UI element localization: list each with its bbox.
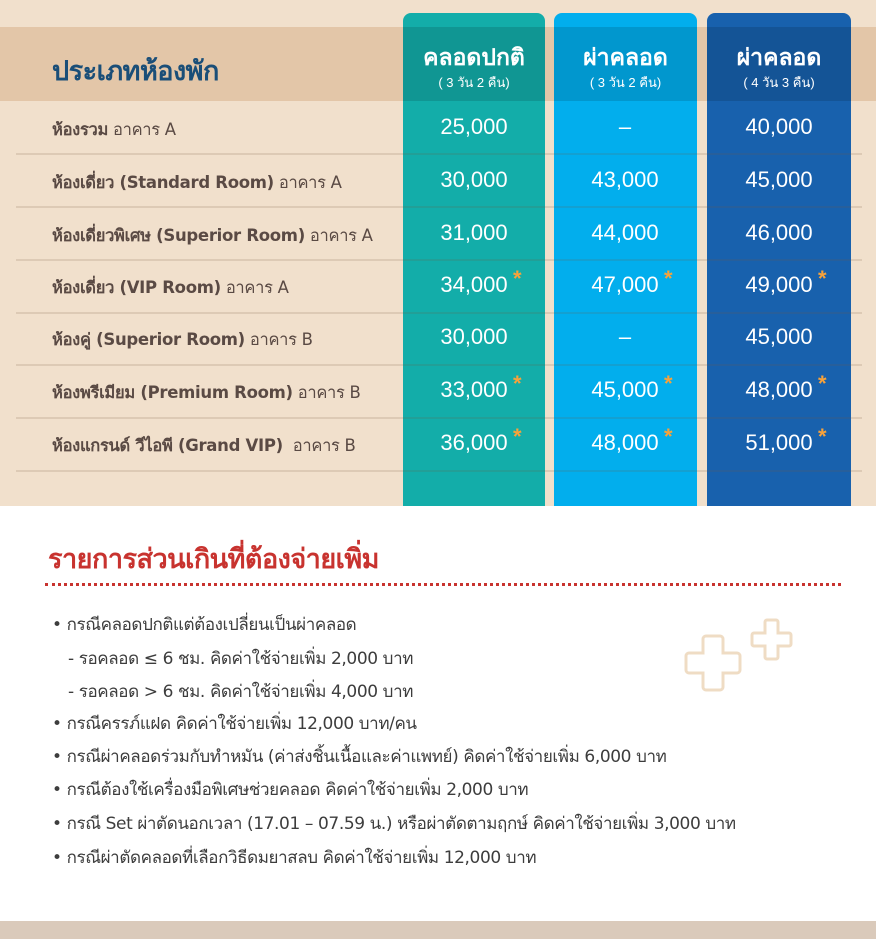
room-name: ห้องรวม: [52, 120, 109, 139]
row-divider: [16, 312, 862, 314]
price-cell: [565, 371, 685, 403]
price-cell: [719, 324, 839, 350]
price-value: 34,000: [440, 272, 508, 297]
row-divider: [16, 206, 862, 208]
building-label: อาคาร A: [108, 120, 176, 139]
row-divider: [16, 259, 862, 261]
price-value: 44,000: [591, 220, 659, 245]
extra-charge-item: • กรณี Set ผ่าตัดนอกเวลา (17.01 – 07.59 น.) หรือผ่าตัดตามฤกษ์ คิดค่าใช้จ่ายเพิ่ม 3,000 บาท: [52, 814, 736, 834]
room-name: ห้องเดี่ยว (VIP Room): [52, 278, 221, 297]
price-value: –: [618, 114, 632, 139]
price-value: 47,000: [591, 272, 659, 297]
room-name: ห้องพรีเมียม (Premium Room): [52, 383, 293, 402]
row-divider: [16, 470, 862, 472]
column-subtitle: ( 3 วัน 2 คืน): [589, 75, 662, 90]
extra-charge-subitem: - รอคลอด ≤ 6 ชม. คิดค่าใช้จ่ายเพิ่ม 2,000 บาท: [68, 649, 414, 669]
price-cell: [719, 266, 839, 298]
footer-strip: [0, 921, 876, 939]
asterisk-icon: *: [664, 424, 673, 449]
price-cell: [565, 324, 685, 350]
extra-charge-item: • กรณีคลอดปกติแต่ต้องเปลี่ยนเป็นผ่าคลอด: [52, 615, 357, 635]
price-cell: [565, 220, 685, 246]
price-cell: [414, 371, 534, 403]
room-name: ห้องเดี่ยวพิเศษ (Superior Room): [52, 226, 305, 245]
extra-charge-subitem: - รอคลอด > 6 ชม. คิดค่าใช้จ่ายเพิ่ม 4,000 บาท: [68, 682, 414, 702]
price-cell: [719, 114, 839, 140]
price-cell: [414, 424, 534, 456]
building-label: อาคาร A: [273, 173, 342, 192]
extra-charge-item: • กรณีผ่าตัดคลอดที่เลือกวิธีดมยาสลบ คิดค่าใช้จ่ายเพิ่ม 12,000 บาท: [52, 848, 537, 868]
price-cell: [565, 424, 685, 456]
asterisk-icon: *: [513, 371, 522, 396]
column-title: ผ่าคลอด: [736, 45, 822, 71]
asterisk-icon: *: [818, 266, 827, 291]
price-cell: [719, 424, 839, 456]
room-type-label: [52, 433, 356, 459]
price-value: 46,000: [745, 220, 813, 245]
room-type-label: [52, 275, 289, 301]
price-cell: [414, 220, 534, 246]
asterisk-icon: *: [664, 371, 673, 396]
price-value: 48,000: [745, 377, 813, 402]
price-cell: [414, 114, 534, 140]
column-title: ผ่าคลอด: [583, 45, 668, 71]
price-cell: [565, 266, 685, 298]
price-value: 45,000: [591, 377, 659, 402]
building-label: อาคาร B: [292, 383, 361, 402]
column-subtitle: ( 4 วัน 3 คืน): [743, 75, 815, 90]
price-value: 45,000: [745, 167, 813, 192]
price-value: 33,000: [440, 377, 508, 402]
asterisk-icon: *: [513, 424, 522, 449]
dotted-divider: [45, 583, 841, 586]
price-value: 40,000: [745, 114, 813, 139]
asterisk-icon: *: [513, 266, 522, 291]
building-label: อาคาร B: [244, 330, 313, 349]
building-label: อาคาร A: [220, 278, 289, 297]
extra-charge-item: • กรณีผ่าคลอดร่วมกับทำหมัน (ค่าส่งชิ้นเนื้อและค่าแพทย์) คิดค่าใช้จ่ายเพิ่ม 6,000 บาท: [52, 747, 667, 767]
medical-cross-outline-icon: [680, 618, 810, 728]
row-divider: [16, 417, 862, 419]
price-value: 43,000: [591, 167, 659, 192]
price-value: 49,000: [745, 272, 813, 297]
price-value: –: [618, 324, 632, 349]
price-value: 45,000: [745, 324, 813, 349]
room-name: ห้องเดี่ยว (Standard Room): [52, 173, 274, 192]
room-type-label: [52, 223, 373, 249]
room-type-label: [52, 117, 176, 143]
column-title: คลอดปกติ: [423, 45, 525, 71]
room-type-header: ประเภทห้องพัก: [52, 56, 219, 87]
price-value: 25,000: [440, 114, 508, 139]
price-cell: [414, 266, 534, 298]
row-divider: [16, 153, 862, 155]
price-cell: [565, 167, 685, 193]
room-type-label: [52, 327, 313, 353]
extra-charge-item: • กรณีครรภ์แฝด คิดค่าใช้จ่ายเพิ่ม 12,000 บาท/คน: [52, 714, 417, 734]
price-cell: [414, 167, 534, 193]
room-name: ห้องคู่ (Superior Room): [52, 330, 245, 349]
room-type-label: [52, 380, 361, 406]
price-cell: [719, 371, 839, 403]
price-cell: [719, 167, 839, 193]
room-type-label: [52, 170, 342, 196]
price-value: 36,000: [440, 430, 508, 455]
price-cell: [414, 324, 534, 350]
asterisk-icon: *: [818, 371, 827, 396]
price-value: 30,000: [440, 167, 508, 192]
building-label: อาคาร A: [304, 226, 373, 245]
row-divider: [16, 364, 862, 366]
column-subtitle: ( 3 วัน 2 คืน): [438, 75, 510, 90]
price-value: 31,000: [440, 220, 508, 245]
price-cell: [719, 220, 839, 246]
price-value: 30,000: [440, 324, 508, 349]
asterisk-icon: *: [818, 424, 827, 449]
extra-charges-title: รายการส่วนเกินที่ต้องจ่ายเพิ่ม: [48, 544, 379, 575]
asterisk-icon: *: [664, 266, 673, 291]
price-value: 48,000: [591, 430, 659, 455]
building-label: อาคาร B: [282, 436, 356, 455]
extra-charge-item: • กรณีต้องใช้เครื่องมือพิเศษช่วยคลอด คิดค่าใช้จ่ายเพิ่ม 2,000 บาท: [52, 780, 529, 800]
room-name: ห้องแกรนด์ วีไอพี (Grand VIP): [52, 436, 283, 455]
price-cell: [565, 114, 685, 140]
price-value: 51,000: [745, 430, 813, 455]
